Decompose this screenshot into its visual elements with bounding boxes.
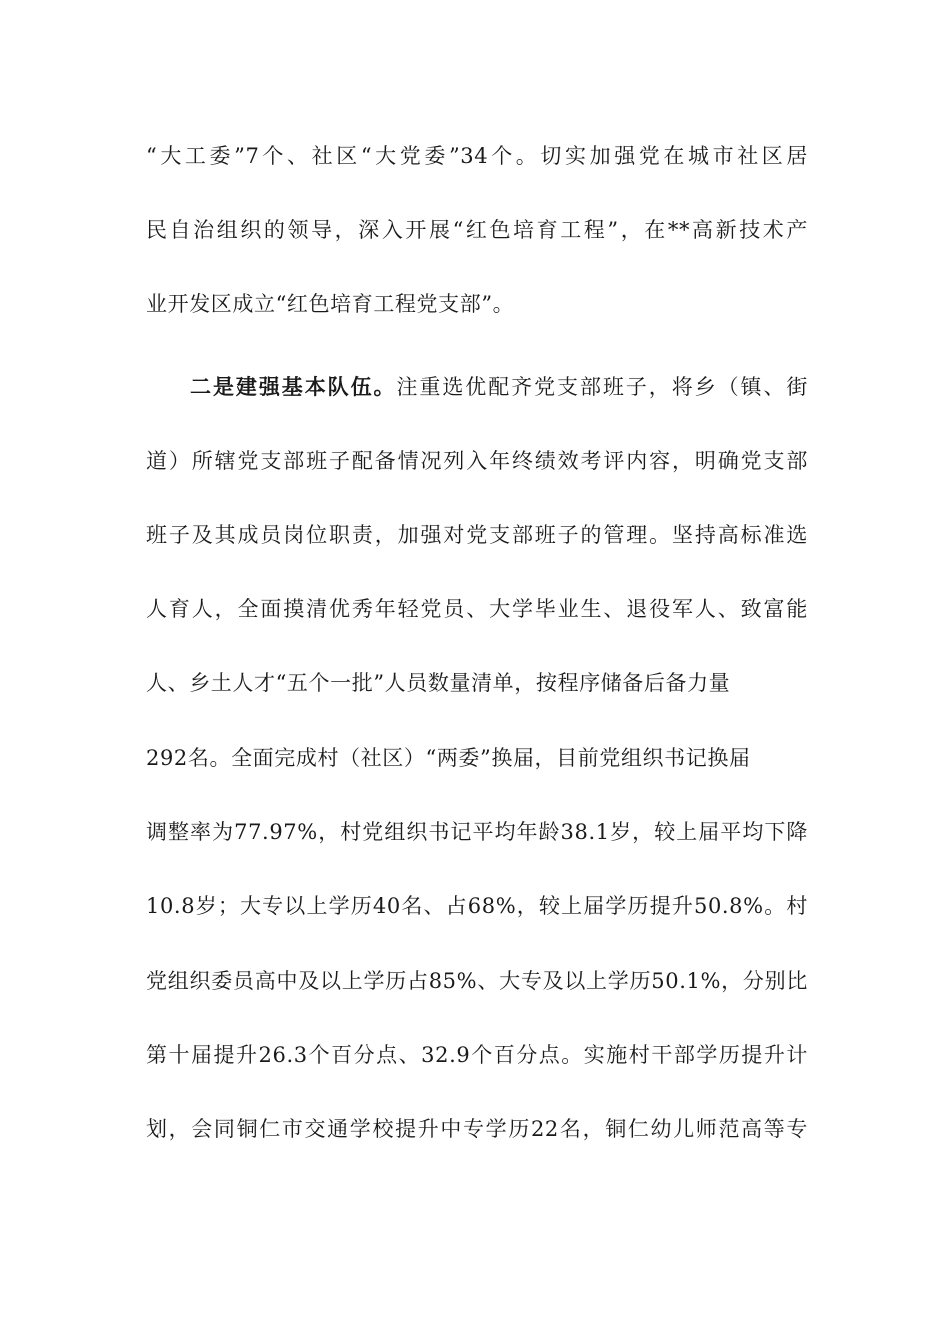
paragraph-lead-heading: 二是建强基本队伍。 [190,374,397,399]
text-line: 划，会同铜仁市交通学校提升中专学历22名，铜仁幼儿师范高等专 [146,1117,808,1141]
text-line: 人育人，全面摸清优秀年轻党员、大学毕业生、退役军人、致富能 [146,597,808,621]
text-line: 第十届提升26.3个百分点、32.9个百分点。实施村干部学历提升计 [146,1043,808,1067]
text-line: “大工委”7个、社区“大党委”34个。切实加强党在城市社区居 [146,144,808,168]
paragraph-first-line [190,367,808,407]
text-line: 党组织委员高中及以上学历占85%、大专及以上学历50.1%，分别比 [146,969,808,993]
text-line: 业开发区成立“红色培育工程党支部”。 [146,292,515,316]
text-line: 10.8岁；大专以上学历40名、占68%，较上届学历提升50.8%。村 [146,894,808,918]
text-span: 注重选优配齐党支部班子，将乡（镇、街 [396,375,808,399]
text-line: 道）所辖党支部班子配备情况列入年终绩效考评内容，明确党支部 [146,449,808,473]
text-line: 292名。全面完成村（社区）“两委”换届，目前党组织书记换届 [146,746,751,770]
text-line: 调整率为77.97%，村党组织书记平均年龄38.1岁，较上届平均下降 [146,820,808,844]
text-line: 人、乡土人才“五个一批”人员数量清单，按程序储备后备力量 [146,671,731,695]
text-line: 民自治组织的领导，深入开展“红色培育工程”，在**高新技术产 [146,218,808,242]
text-line: 班子及其成员岗位职责，加强对党支部班子的管理。坚持高标准选 [146,523,808,547]
